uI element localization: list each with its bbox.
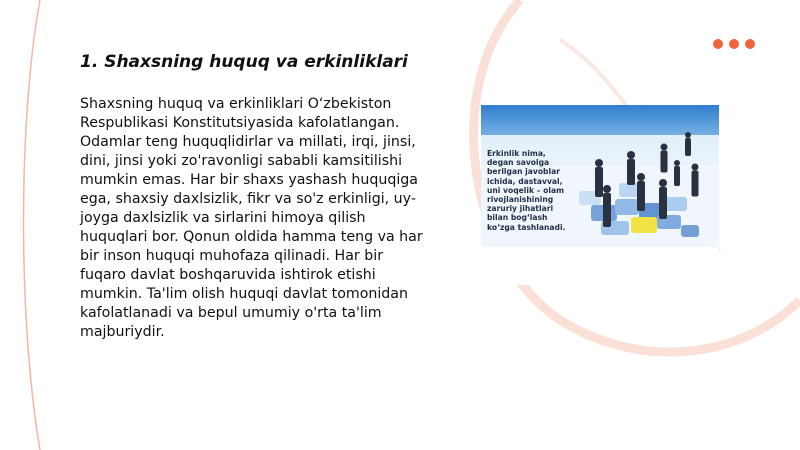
slide-title: 1. Shaxsning huquq va erkinliklari (80, 52, 408, 72)
accent-dot (713, 39, 723, 49)
illustration-caption: Erkinlik nima, degan savolga berilgan javoblar ichida, dastavval, uni voqelik – olam rivojlanishining zaruriy jihatlari bilan bog‘lash ko‘zga tashlanadi. (487, 149, 566, 232)
left-edge-arc (24, 0, 41, 450)
accent-dot (729, 39, 739, 49)
accent-dot (745, 39, 755, 49)
accent-dots (713, 39, 755, 49)
slide-paragraph: Shaxsning huquq va erkinliklari O‘zbekiston Respublikasi Konstitutsiyasida kafolatlangan. Odamlar teng huquqlidirlar va millati, irqi, jinsi, dini, jinsi yoki zo'ravonligi sababli kamsitilishi mumkin emas. Har bir shaxs yashash huquqiga ega, shaxsiy daxlsizlik, fikr va so'z erkinligi, uy-joyga daxlsizlik va sirlarini himoya qilish huquqlari bor. Qonun oldida hamma teng va har bir inson huquqi muhofaza qilinadi. Har bir fuqaro davlat boshqaruvida ishtirok etishi mumkin. Ta'lim olish huquqi davlat tomonidan kafolatlanadi va bepul umumiy o'rta ta'lim majburiydir. (80, 96, 423, 340)
illustration-image (481, 105, 719, 285)
